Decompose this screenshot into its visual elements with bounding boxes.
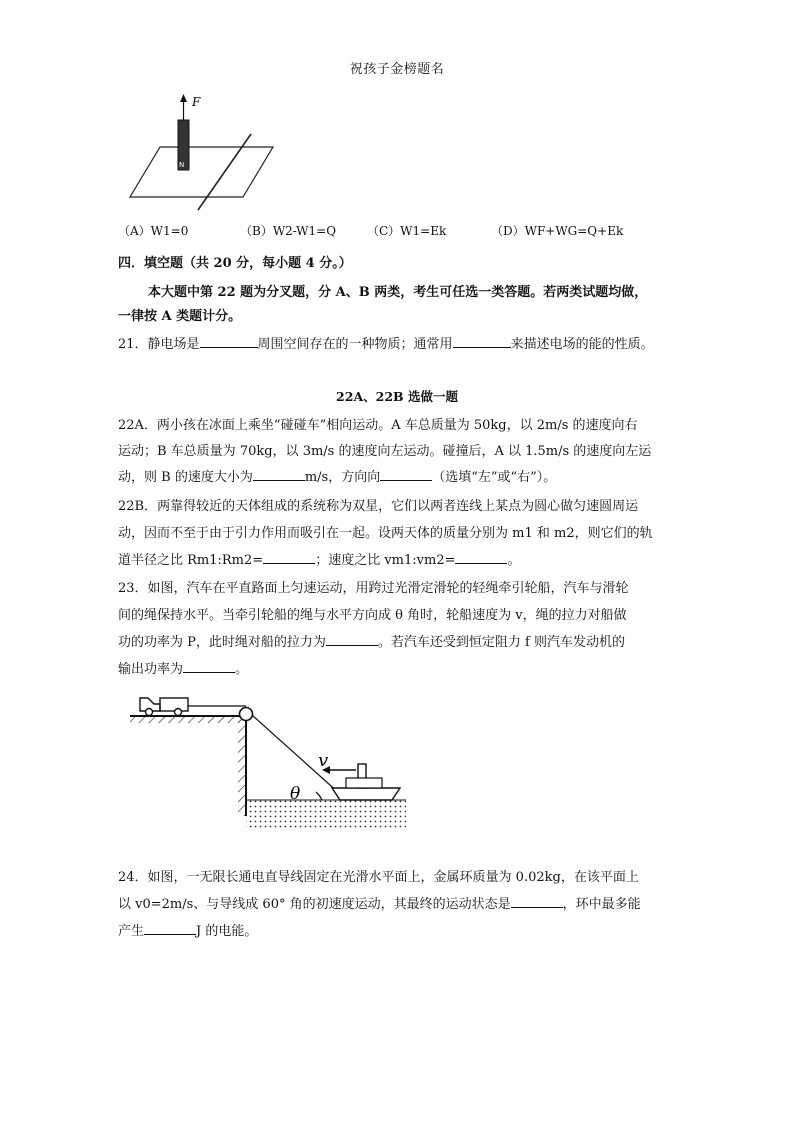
q22a-line2: 运动；B 车总质量为 70kg，以 3m/s 的速度向左运动。碰撞后，A 以 1.5m/s 的速度向左运 xyxy=(118,444,652,459)
answer-blank xyxy=(144,933,196,935)
answer-blank xyxy=(380,479,432,481)
q22a-line1: 22A．两小孩在冰面上乘坐“碰碰车”相向运动。A 车总质量为 50kg，以 2m/s 的速度向右 xyxy=(118,418,638,433)
force-label: F xyxy=(192,95,201,109)
answer-blank xyxy=(183,671,235,673)
angle-label: θ xyxy=(290,784,301,804)
answer-options xyxy=(118,222,623,239)
velocity-label: v xyxy=(318,750,329,771)
option-d: （D）WF+WG=Q+Ek xyxy=(491,224,624,238)
pole-label: N xyxy=(179,161,185,169)
q22a-line3: 动，则 B 的速度大小为 m/s，方向向 （选填“左”或“右”）。 xyxy=(118,470,557,485)
question-21: 21．静电场是 周围空间存在的一种物质；通常用 来描述电场的能的性质。 xyxy=(118,337,654,352)
q23-line4: 输出功率为 。 xyxy=(118,662,249,677)
q22b-line3: 道半径之比 Rm1:Rm2= ；速度之比 vm1:vm2= 。 xyxy=(118,553,521,568)
pulley xyxy=(240,708,253,721)
answer-blank xyxy=(455,562,507,564)
answer-blank xyxy=(453,346,511,348)
answer-blank xyxy=(200,346,258,348)
q24-line1: 24．如图，一无限长通电直导线固定在光滑水平面上，金属环质量为 0.02kg，在该平面上 xyxy=(118,870,639,885)
q24-line2: 以 v0=2m/s、与导线成 60° 角的初速度运动，其最终的运动状态是 ，环中最多能 xyxy=(118,897,641,912)
option-c: （C）W1=Ek xyxy=(367,224,447,238)
section-4-note-line2: 一律按 A 类题计分。 xyxy=(118,309,242,324)
answer-blank xyxy=(253,479,305,481)
q23-line2: 间的绳保持水平。当牵引轮船的绳与水平方向成 θ 角时，轮船速度为 v，绳的拉力对船做 xyxy=(118,608,627,623)
q22b-line2: 动，因而不至于由于引力作用而吸引在一起。设两天体的质量分别为 m1 和 m2，则它们的轨 xyxy=(118,526,653,541)
q23-line3: 功的功率为 P，此时绳对船的拉力为 。若汽车还受到恒定阻力 f 则汽车发动机的 xyxy=(118,635,625,650)
q23-line1: 23．如图，汽车在平直路面上匀速运动，用跨过光滑定滑轮的轻绳牵引轮船，汽车与滑轮 xyxy=(118,581,629,596)
truck-boat-figure xyxy=(118,684,418,834)
option-b: （B）W2-W1=Q xyxy=(240,224,337,238)
q22b-line1: 22B．两靠得较近的天体组成的系统称为双星，它们以两者连线上某点为圆心做匀速圆周运 xyxy=(118,499,639,514)
magnet-plane-figure xyxy=(118,92,278,212)
truck xyxy=(140,698,188,716)
option-a: （A）W1=0 xyxy=(118,224,189,238)
section-4-title: 四．填空题（共 20 分，每小题 4 分。） xyxy=(118,256,352,271)
section-4-note-line1: 本大题中第 22 题为分叉题，分 A、B 两类，考生可任选一类答题。若两类试题均做， xyxy=(148,285,648,300)
answer-blank xyxy=(511,906,563,908)
page-header: 祝孩子金榜题名 xyxy=(349,62,445,77)
q24-line3: 产生 J 的电能。 xyxy=(118,924,258,939)
answer-blank xyxy=(263,562,315,564)
q22-heading: 22A、22B 选做一题 xyxy=(336,389,458,404)
answer-blank xyxy=(326,644,378,646)
